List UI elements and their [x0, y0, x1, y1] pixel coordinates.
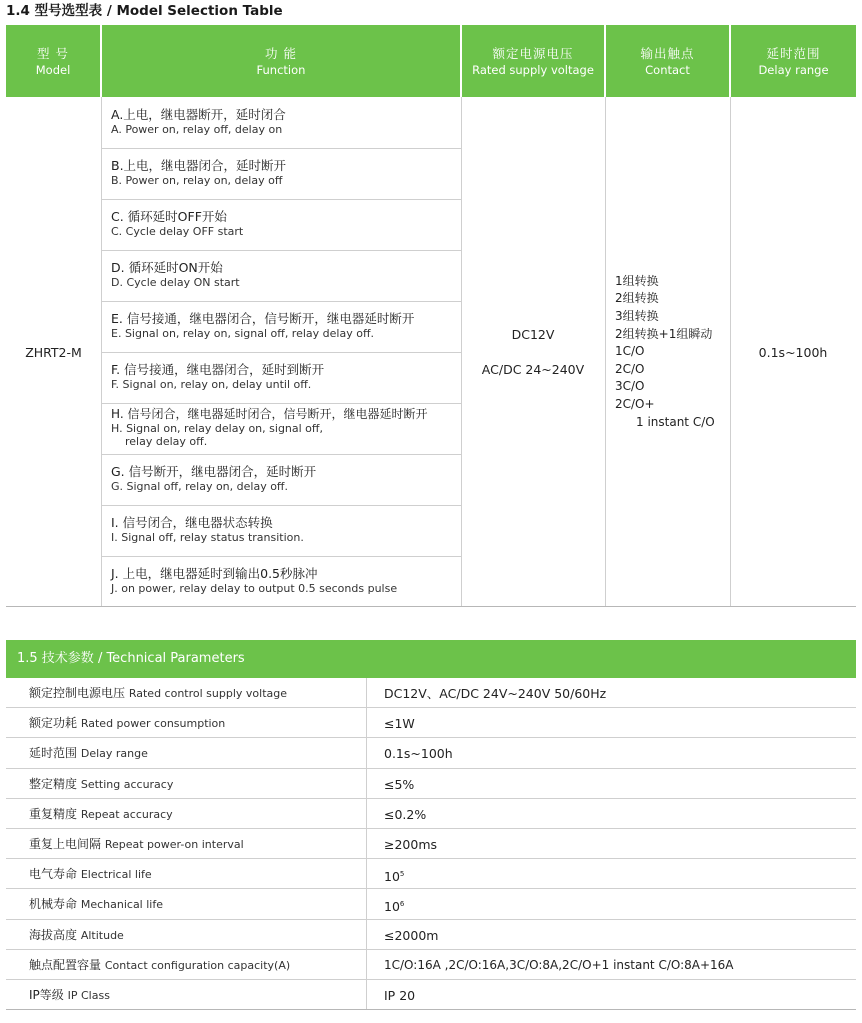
column-divider: [366, 889, 367, 918]
table-row: [6, 708, 856, 738]
function-item: C. 循环延时OFF开始 C. Cycle delay OFF start: [111, 209, 244, 238]
function-item: J. 上电，继电器延时到输出0.5秒脉冲 J. on power, relay delay to output 0.5 seconds pulse: [111, 566, 398, 595]
row-divider: [101, 505, 461, 506]
row-divider: [101, 250, 461, 251]
model-selection-table: [6, 25, 856, 607]
column-divider: [366, 829, 367, 858]
param-label: 重复精度 Repeat accuracy: [29, 806, 173, 821]
function-item: G. 信号断开，继电器闭合，延时断开 G. Signal off, relay on, delay off.: [111, 464, 317, 493]
table-row: [6, 950, 856, 980]
param-label: 额定功耗 Rated power consumption: [29, 716, 226, 731]
function-item: F. 信号接通，继电器闭合，延时到断开 F. Signal on, relay on, delay until off.: [111, 362, 325, 391]
param-value: ≤1W: [384, 716, 415, 732]
column-divider: [366, 920, 367, 949]
contact-item: 3C/O: [615, 379, 645, 394]
function-item: B.上电，继电器闭合，延时断开 B. Power on, relay on, delay off: [111, 158, 287, 187]
row-divider: [101, 148, 461, 149]
model-value: ZHRT2-M: [25, 344, 82, 360]
table-row: [6, 920, 856, 950]
function-item: D. 循环延时ON开始 D. Cycle delay ON start: [111, 260, 240, 289]
param-value: ≥200ms: [384, 836, 438, 852]
function-item: H. 信号闭合，继电器延时闭合，信号断开，继电器延时断开 H. Signal on, relay delay on, signal off, relay delay off.: [111, 407, 428, 448]
column-divider: [366, 708, 367, 737]
param-value: ≤5%: [384, 776, 415, 792]
header-rated-voltage: 额定电源电压 Rated supply voltage: [462, 25, 604, 97]
model-selection-title: 1.4 型号选型表 / Model Selection Table: [6, 3, 283, 19]
param-label: 电气寿命 Electrical life: [29, 867, 152, 882]
contact-item: 2组转换: [615, 291, 659, 306]
table-row: [6, 980, 856, 1010]
table-row: [6, 678, 856, 708]
contact-item: 1C/O: [615, 344, 645, 359]
param-label: 额定控制电源电压 Rated control supply voltage: [29, 686, 288, 700]
row-divider: [101, 403, 461, 404]
param-label: 海拔高度 Altitude: [29, 927, 124, 942]
contact-item: 2C/O+: [615, 396, 655, 411]
column-divider: [366, 769, 367, 798]
param-value: DC12V、AC/DC 24V~240V 50/60Hz: [384, 686, 607, 701]
table-row: [6, 889, 856, 919]
function-item: E. 信号接通，继电器闭合，信号断开，继电器延时断开 E. Signal on, relay on, signal off, relay delay off.: [111, 311, 415, 340]
param-value: IP 20: [384, 987, 416, 1003]
param-value: ≤0.2%: [384, 806, 427, 822]
header-contact: 输出触点 Contact: [606, 25, 729, 97]
contact-item: 1组转换: [615, 273, 659, 288]
param-label: 机械寿命 Mechanical life: [29, 897, 163, 912]
table-row: [6, 859, 856, 889]
technical-parameters-title: 1.5 技术参数 / Technical Parameters: [6, 640, 856, 678]
param-label: 触点配置容量 Contact configuration capacity(A): [29, 957, 291, 972]
header-delay-range: 延时范围 Delay range: [731, 25, 856, 97]
column-divider: [366, 859, 367, 888]
technical-parameters-table: [6, 678, 856, 1010]
contact-list: [605, 97, 730, 607]
column-divider: [366, 980, 367, 1009]
param-label: 延时范围 Delay range: [29, 746, 148, 761]
param-value: 1C/O:16A ,2C/O:16A,3C/O:8A,2C/O+1 instant C/O:8A+16A: [384, 957, 734, 972]
rated-voltage-value: DC12V AC/DC 24~240V: [481, 327, 585, 377]
param-label: IP等级 IP Class: [29, 987, 110, 1002]
column-divider: [366, 799, 367, 828]
contact-item: 2C/O: [615, 361, 645, 376]
param-label: 重复上电间隔 Repeat power-on interval: [29, 836, 244, 851]
contact-item: 3组转换: [615, 309, 659, 324]
column-divider: [366, 678, 367, 707]
delay-range-value: 0.1s~100h: [758, 344, 828, 360]
header-function: 功 能 Function: [102, 25, 460, 97]
table-row: [6, 769, 856, 799]
column-divider: [366, 950, 367, 979]
table-row: [6, 799, 856, 829]
contact-item: 1 instant C/O: [636, 414, 715, 429]
function-item: A.上电，继电器断开，延时闭合 A. Power on, relay off, delay on: [111, 107, 286, 136]
contact-item: 2组转换+1组瞬动: [615, 326, 713, 341]
row-divider: [101, 199, 461, 200]
header-model: 型 号 Model: [6, 25, 100, 97]
table-row: [6, 738, 856, 768]
param-label: 整定精度 Setting accuracy: [29, 776, 174, 791]
param-value: $10^6$: [384, 899, 405, 915]
table-row: [6, 829, 856, 859]
column-divider: [366, 738, 367, 767]
row-divider: [101, 301, 461, 302]
param-value: $10^5$: [384, 869, 405, 885]
param-value: ≤2000m: [384, 927, 439, 943]
row-divider: [101, 352, 461, 353]
row-divider: [101, 454, 461, 455]
param-value: 0.1s~100h: [384, 746, 453, 762]
row-divider: [101, 556, 461, 557]
function-item: I. 信号闭合，继电器状态转换 I. Signal off, relay status transition.: [111, 515, 304, 544]
